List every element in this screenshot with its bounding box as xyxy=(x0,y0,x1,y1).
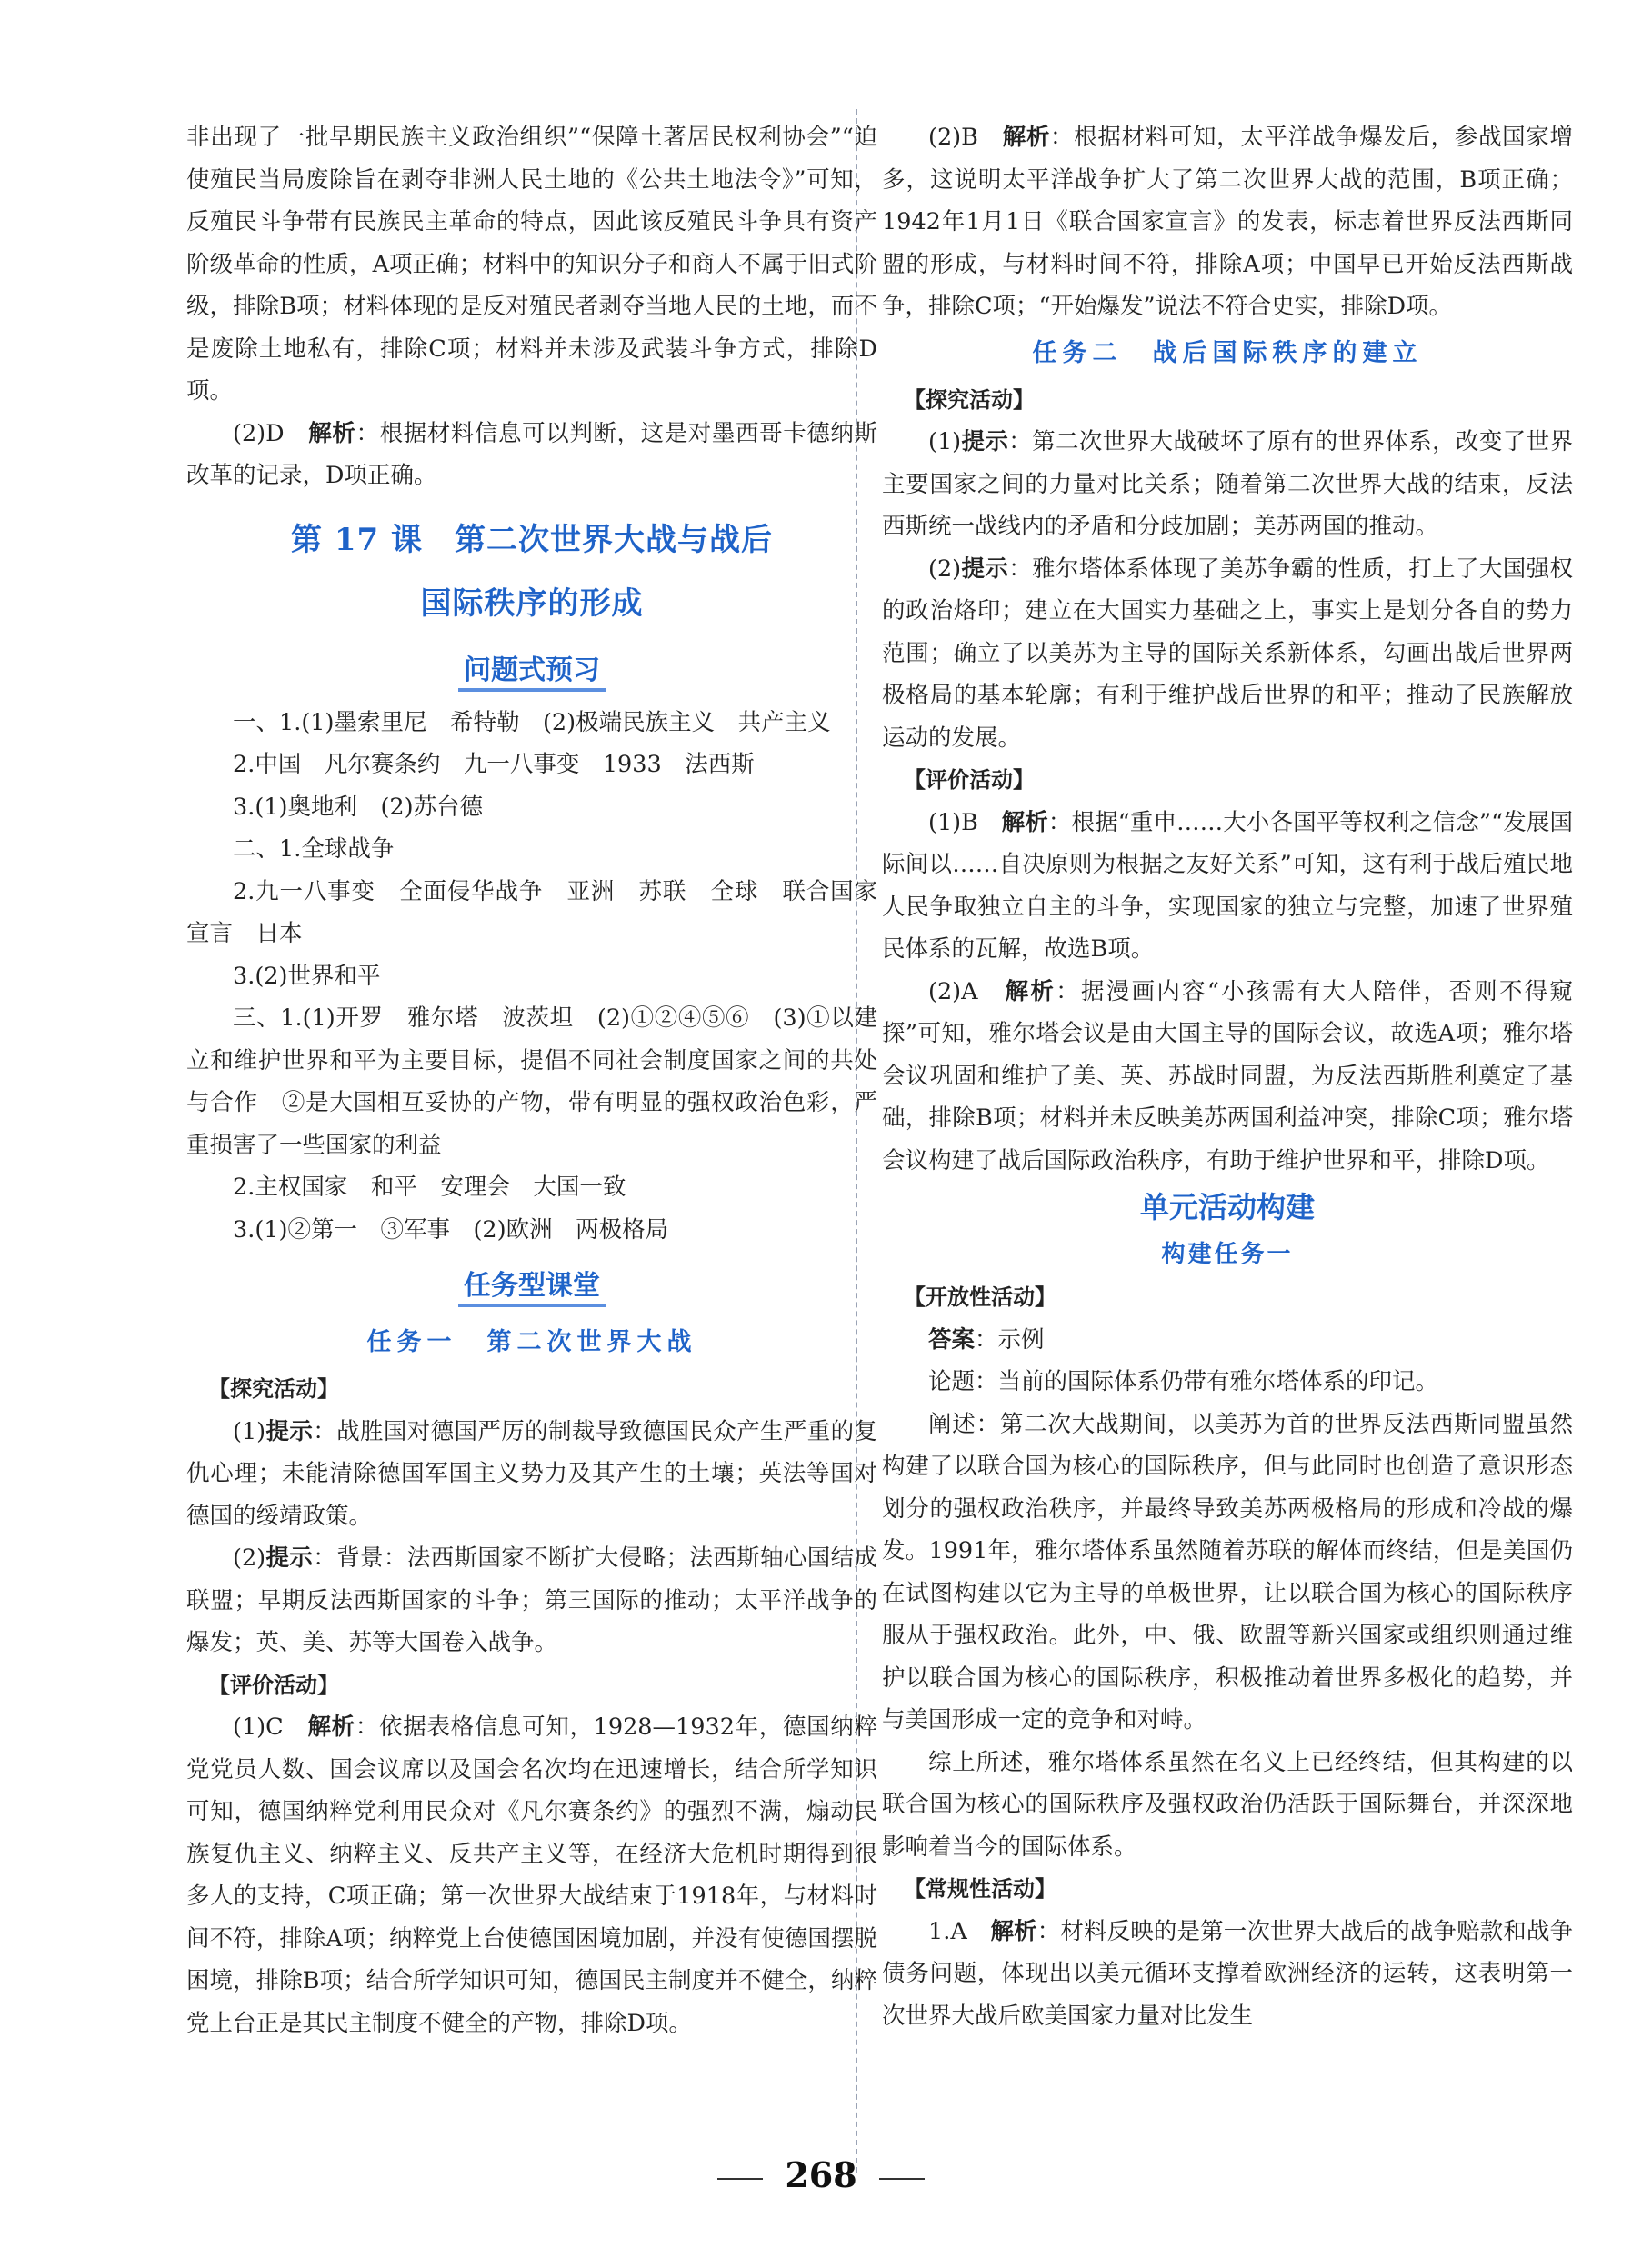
preview-item: 3.(1)奥地利 (2)苏台德 xyxy=(233,793,484,821)
elaboration: 阐述：第二次大战期间，以美苏为首的世界反法西斯同盟虽然构建了以联合国为核心的国际秩序，但与此同时也创造了意识形态划分的强权政治秩序，并最终导致美苏两极格局的形成和冷战的爆发。1991年，雅尔塔体系虽然随着苏联的解体而终结，但是美国仍在试图构建以它为主导的单极世界，让以联合国为核心的国际秩序服从于强权政治。此外，中、俄、欧盟等新兴国家或组织则通过维护以联合国为核心的国际秩序，积极推动着世界多极化的趋势，并与美国形成一定的竞争和对峙。 xyxy=(882,1410,1573,1733)
task2-title: 任务二 战后国际秩序的建立 xyxy=(1032,338,1423,367)
eval-answer-2 xyxy=(882,971,1573,1183)
task1-title: 任务一 第二次世界大战 xyxy=(366,1328,697,1356)
page-number: 268 xyxy=(785,2154,857,2195)
keyword-hint: 提示 xyxy=(961,555,1009,583)
answer-number: (1)B xyxy=(928,808,1002,836)
answer-text: ：依据表格信息可知，1928—1932年，德国纳粹党党员人数、国会议席以及国会名次均在迅速增长，结合所学知识可知，德国纳粹党利用民众对《凡尔赛条约》的强烈不满，煽动民族复仇主义、纳粹主义、反共产主义等，在经济大危机时期得到很多人的支持，C项正确；第一次世界大战结束于1918年，与材料时间不符，排除A项；纳粹党上台使德国困境加剧，并没有使德国摆脱困境，排除B项；结合所学知识可知，德国民主制度并不健全，纳粹党上台正是其民主制度不健全的产物，排除D项。 xyxy=(186,1713,877,2037)
preview-item: 一、1.(1)墨索里尼 希特勒 (2)极端民族主义 共产主义 xyxy=(233,708,831,736)
keyword-analysis: 解析 xyxy=(1001,808,1048,836)
explore-answer-1 xyxy=(882,421,1573,548)
answer-number: (2) xyxy=(233,1544,266,1572)
answer-number: (2)B xyxy=(928,124,1003,151)
answer-number: (1) xyxy=(233,1417,266,1445)
answer-number: (2)D xyxy=(233,419,309,447)
preview-item: 3.(1)②第一 ③军事 (2)欧洲 两极格局 xyxy=(233,1215,669,1244)
answer-text: ：材料反映的是第一次世界大战后的战争赔款和战争债务问题，体现出以美元循环支撑着欧洲经济的运转，这表明第一次世界大战后欧美国家力量对比发生 xyxy=(882,1917,1573,2030)
preview-title: 问题式预习 xyxy=(458,654,606,692)
eval-label: 【评价活动】 xyxy=(208,1672,339,1698)
preview-item: 2.九一八事变 全面侵华战争 亚洲 苏联 全球 联合国家宣言 日本 xyxy=(186,877,877,947)
keyword-hint: 提示 xyxy=(961,428,1009,455)
preview-section-heading xyxy=(186,648,877,694)
thesis: 论题：当前的国际体系仍带有雅尔塔体系的印记。 xyxy=(928,1368,1439,1395)
build-task1-title: 构建任务一 xyxy=(1161,1241,1294,1268)
answer-text: ：雅尔塔体系体现了美苏争霸的性质，打上了大国强权的政治烙印；建立在大国实力基础之上，事实上是划分各自的势力范围；确立了以美苏为主导的国际关系新体系，勾画出战后世界两极格局的基本轮廓；有利于维护战后世界的和平；推动了民族解放运动的发展。 xyxy=(882,555,1573,752)
answer-text: ：根据材料信息可以判断，这是对墨西哥卡德纳斯改革的记录，D项正确。 xyxy=(186,419,877,489)
right-column xyxy=(882,116,1573,2037)
explore-answer-2 xyxy=(882,548,1573,760)
eval-label: 【评价活动】 xyxy=(904,767,1035,793)
class-title: 任务型课堂 xyxy=(458,1270,606,1307)
preview-item: 2.中国 凡尔赛条约 九一八事变 1933 法西斯 xyxy=(233,751,755,778)
answer-2b xyxy=(882,116,1573,328)
answer-2d xyxy=(186,413,877,497)
class-section-heading xyxy=(186,1264,877,1310)
preview-item: 2.主权国家 和平 安理会 大国一致 xyxy=(233,1174,626,1201)
answer-text: ：战胜国对德国严厉的制裁导致德国民众产生严重的复仇心理；未能清除德国军国主义势力及其产生的土壤；英法等国对德国的绥靖政策。 xyxy=(186,1417,877,1530)
keyword-analysis: 解析 xyxy=(308,419,356,447)
left-column xyxy=(186,116,877,2044)
explore-answer-1 xyxy=(186,1411,877,1538)
explore-label: 【探究活动】 xyxy=(904,386,1035,413)
answer-number: (1)C xyxy=(233,1713,308,1741)
answer-number: (2) xyxy=(928,555,962,583)
explore-label: 【探究活动】 xyxy=(208,1376,339,1402)
paragraph: 非出现了一批早期民族主义政治组织”“保障土著居民权利协会”“迫使殖民当局废除旨在剥夺非洲人民土地的《公共土地法令》”可知，反殖民斗争带有民族民主革命的特点，因此该反殖民斗争具有资产阶级革命的性质，A项正确；材料中的知识分子和商人不属于旧式阶级，排除B项；材料体现的是反对殖民者剥夺当地人民的土地，而不是废除土地私有，排除C项；材料并未涉及武装斗争方式，排除D项。 xyxy=(186,124,877,405)
keyword-analysis: 解析 xyxy=(1002,124,1051,151)
answer-number: 1.A xyxy=(928,1917,991,1945)
page-footer xyxy=(0,2154,1642,2195)
keyword-analysis: 解析 xyxy=(307,1713,355,1741)
eval-answer-1 xyxy=(882,802,1573,971)
answer-number: (2)A xyxy=(928,977,1006,1005)
answer-text: ：据漫画内容“小孩需有大人陪伴，否则不得窥探”可知，雅尔塔会议是由大国主导的国际会议，故选A项；雅尔塔会议巩固和维护了美、英、苏战时同盟，为反法西斯胜利奠定了基础，排除B项；材料并未反映美苏两国利益冲突，排除C项；雅尔塔会议构建了战后国际政治秩序，有助于维护世界和平，排除D项。 xyxy=(882,977,1573,1174)
preview-item: 3.(2)世界和平 xyxy=(233,962,381,990)
unit-title: 单元活动构建 xyxy=(1139,1190,1315,1224)
eval-answer-1 xyxy=(186,1706,877,2044)
keyword-analysis: 解析 xyxy=(1005,977,1056,1005)
answer-text: ：第二次世界大战破坏了原有的世界体系，改变了世界主要国家之间的力量对比关系；随着第二次世界大战的结束，反法西斯统一战线内的矛盾和分歧加剧；美苏两国的推动。 xyxy=(882,428,1573,540)
lesson-title-line1: 第 17 课 第二次世界大战与战后 xyxy=(291,521,773,558)
answer-text: ：根据材料可知，太平洋战争爆发后，参战国家增多，这说明太平洋战争扩大了第二次世界大战的范围，B项正确；1942年1月1日《联合国家宣言》的发表，标志着世界反法西斯同盟的形成，与材料时间不符，排除A项；中国早已开始反法西斯战争，排除C项；“开始爆发”说法不符合史实，排除D项。 xyxy=(882,124,1573,320)
answer-line xyxy=(882,1319,1573,1362)
routine-answer-1 xyxy=(882,1911,1573,2038)
preview-item: 二、1.全球战争 xyxy=(233,835,395,863)
summary: 综上所述，雅尔塔体系虽然在名义上已经终结，但其构建的以联合国为核心的国际秩序及强权政治仍活跃于国际舞台，并深深地影响着当今的国际体系。 xyxy=(882,1748,1573,1861)
footer-dash-left xyxy=(717,2178,763,2180)
routine-activity-label: 【常规性活动】 xyxy=(904,1876,1056,1902)
preview-item: 三、1.(1)开罗 雅尔塔 波茨坦 (2)①②④⑤⑥ (3)①以建立和维护世界和平为主要目标，提倡不同社会制度国家之间的共处与合作 ②是大国相互妥协的产物，带有明显的强权政治色彩，严重损害了一些国家的利益 xyxy=(186,1004,877,1159)
keyword-hint: 提示 xyxy=(265,1417,314,1445)
answer-number: (1) xyxy=(928,428,962,455)
answer-text: ：根据“重申……大小各国平等权利之信念”“发展国际间以……自决原则为根据之友好关系”可知，这有利于战后殖民地人民争取独立自主的斗争，实现国家的独立与完整，加速了世界殖民体系的瓦解，故选B项。 xyxy=(882,808,1573,963)
keyword-answer: 答案 xyxy=(928,1325,976,1354)
lesson-title-line2: 国际秩序的形成 xyxy=(420,584,644,622)
keyword-hint: 提示 xyxy=(265,1544,314,1572)
footer-dash-right xyxy=(879,2178,925,2180)
keyword-analysis: 解析 xyxy=(990,1917,1037,1945)
explore-answer-2 xyxy=(186,1537,877,1664)
open-activity-label: 【开放性活动】 xyxy=(904,1284,1056,1310)
answer-text: ：示例 xyxy=(975,1325,1045,1354)
answer-text: ：背景：法西斯国家不断扩大侵略；法西斯轴心国结成联盟；早期反法西斯国家的斗争；第三国际的推动；太平洋战争的爆发；英、美、苏等大国卷入战争。 xyxy=(186,1544,877,1656)
